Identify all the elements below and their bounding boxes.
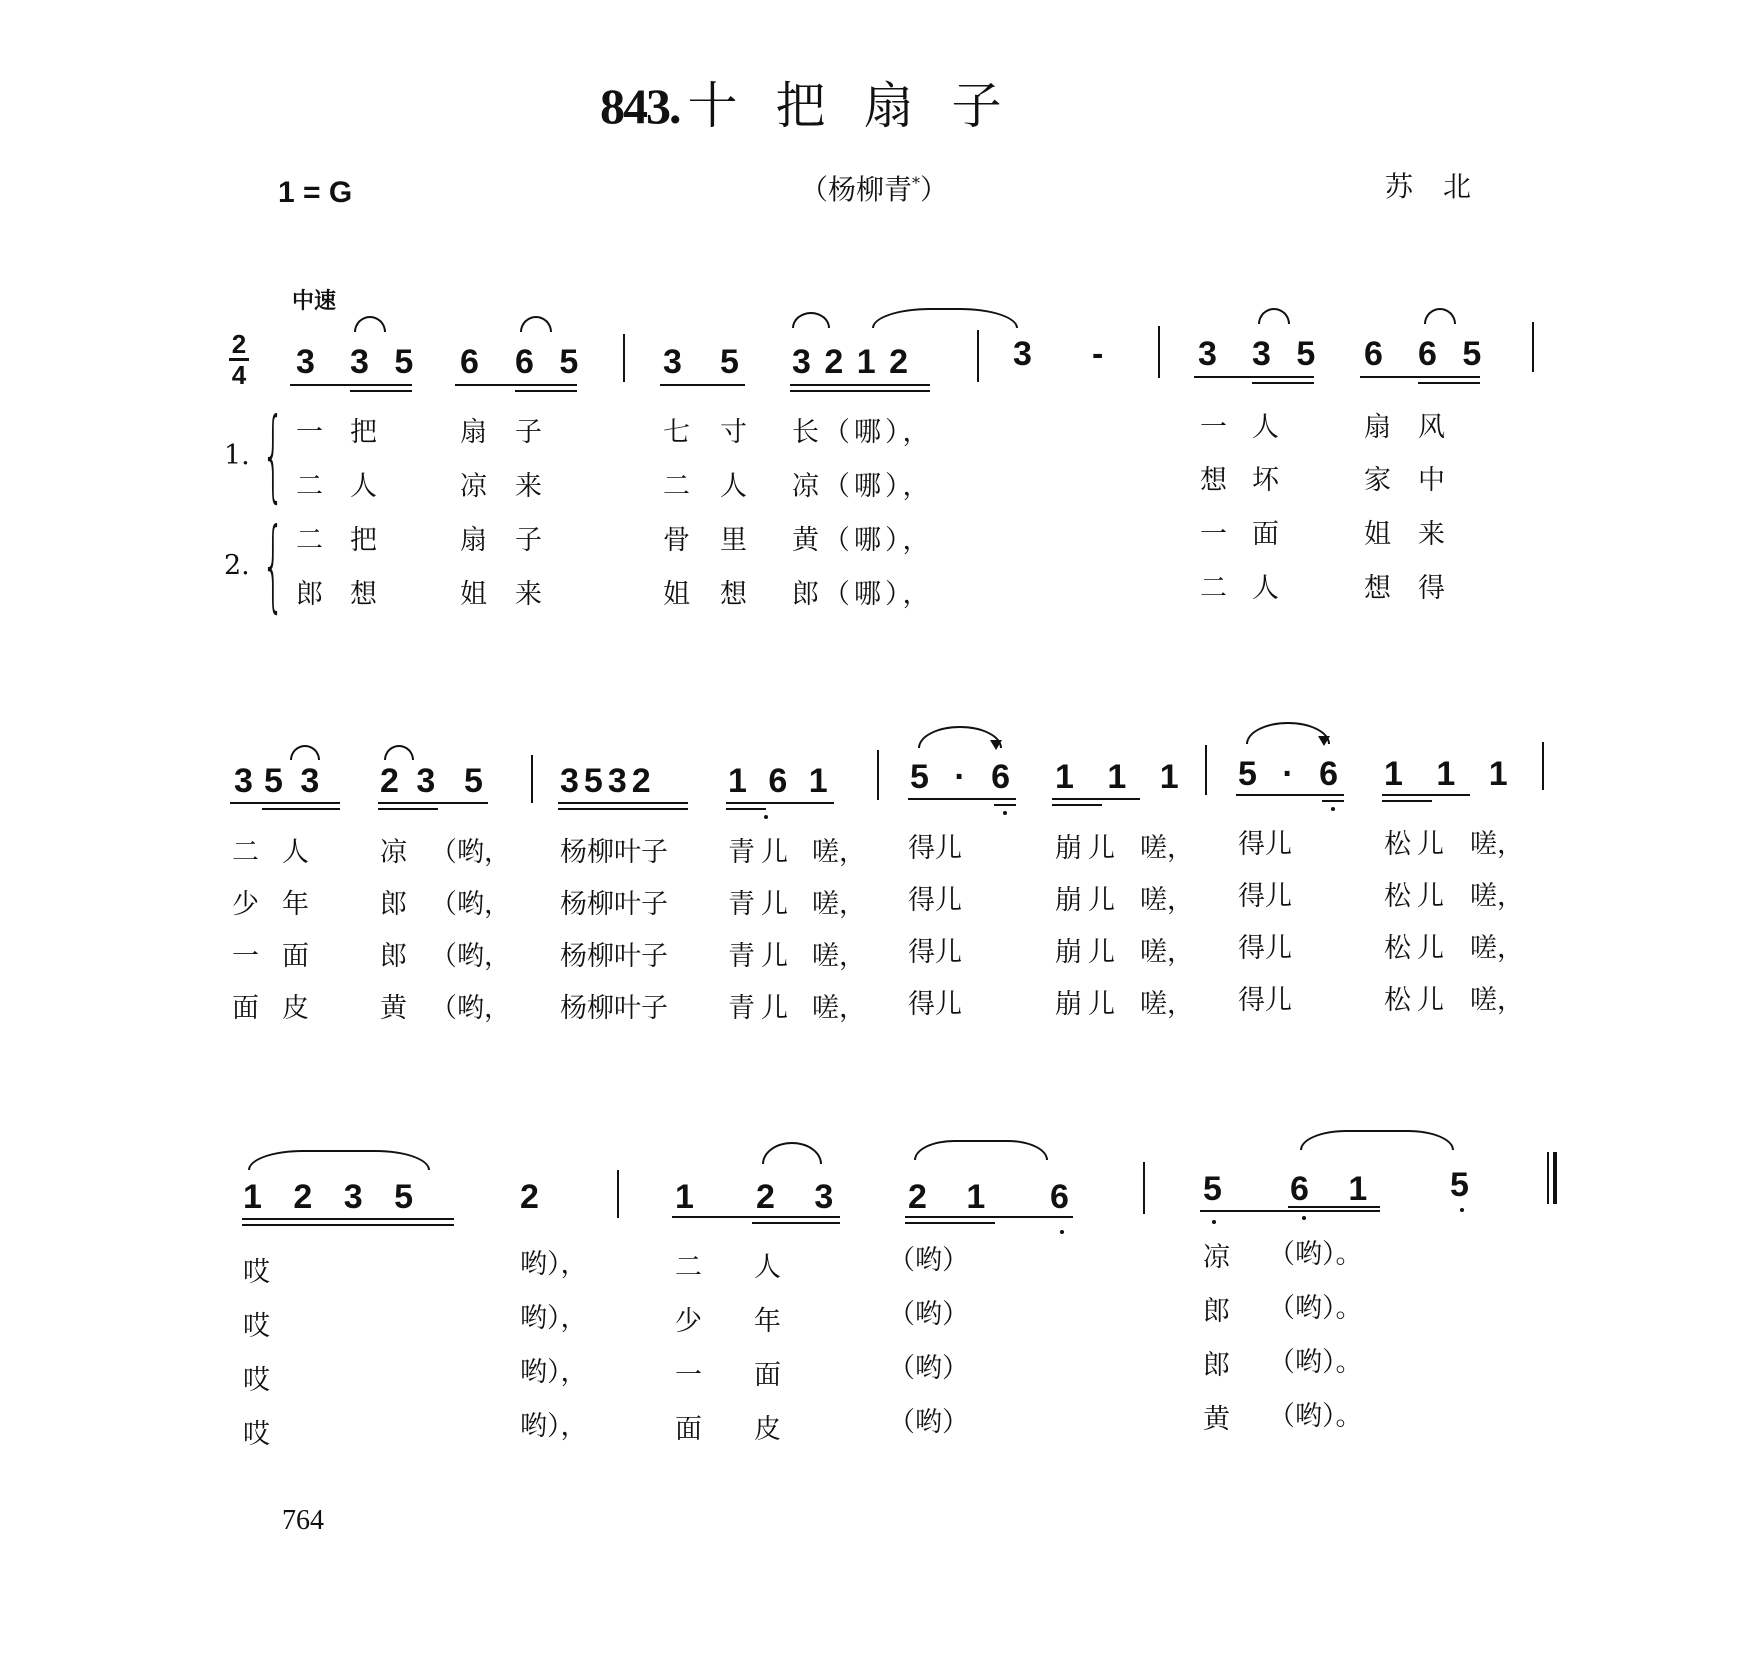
note-group: 3 xyxy=(296,343,315,381)
lyric: 青儿 xyxy=(728,889,794,920)
lyric: 凉（哪）， xyxy=(792,471,934,502)
lyric: 子 xyxy=(515,417,542,448)
beam xyxy=(455,384,577,386)
lyric: 姐 xyxy=(1364,519,1391,550)
slur xyxy=(290,745,320,760)
beam xyxy=(905,1222,995,1224)
beam xyxy=(1052,804,1102,806)
beam xyxy=(726,808,766,810)
beam xyxy=(1252,382,1314,384)
lyric: 长（哪）， xyxy=(792,417,934,448)
note: 2 xyxy=(520,1178,539,1216)
lyric: 嗟， xyxy=(812,993,866,1024)
tie xyxy=(872,308,1018,328)
beam xyxy=(1194,376,1314,378)
lyric: 嗟， xyxy=(1470,985,1524,1016)
note: 5 xyxy=(1203,1170,1222,1208)
beam xyxy=(350,390,412,392)
slur xyxy=(1300,1130,1454,1150)
note: 6 xyxy=(1050,1178,1069,1216)
note: 3 xyxy=(234,762,253,800)
lyric: 一 xyxy=(232,941,259,972)
note: 3 xyxy=(1013,335,1032,373)
tune-name-text: （杨柳青 xyxy=(800,173,913,206)
note-group: 3 2 1 2 xyxy=(792,343,910,381)
lyric: 姐 xyxy=(663,579,690,610)
beam xyxy=(378,802,488,804)
page-number: 764 xyxy=(282,1505,324,1536)
lyric: 一 xyxy=(1200,519,1227,550)
lyric: 人 xyxy=(754,1252,781,1283)
song-number: 843. xyxy=(600,78,680,134)
note-group: 2 3 xyxy=(380,762,440,800)
beam xyxy=(242,1224,454,1226)
verse-label-1: 1. xyxy=(224,440,250,471)
beam xyxy=(660,384,745,386)
glide-arrow-icon xyxy=(990,740,1002,750)
note-group: 5 xyxy=(720,343,739,381)
lyric: 人 xyxy=(350,471,377,502)
lyric: 一 xyxy=(675,1360,702,1391)
barline xyxy=(877,750,879,800)
barline xyxy=(1143,1162,1145,1214)
beam xyxy=(242,1218,454,1220)
slur xyxy=(1258,308,1290,324)
lyric: 得儿 xyxy=(1238,933,1292,964)
lyric: 二 xyxy=(296,471,323,502)
barline xyxy=(617,1170,619,1218)
note-group: 5 3 xyxy=(264,762,324,800)
beam xyxy=(752,1222,840,1224)
lyric: 想 xyxy=(1200,465,1227,496)
beam xyxy=(905,1216,1073,1218)
lyric: 人 xyxy=(1252,412,1279,443)
lyric: 坏 xyxy=(1252,465,1279,496)
lyric: 一 xyxy=(296,417,323,448)
lyric: 把 xyxy=(350,525,377,556)
note-group: 3 xyxy=(1198,335,1217,373)
barline xyxy=(1158,326,1160,378)
lyric: 得 xyxy=(1418,573,1445,604)
slur xyxy=(354,316,386,332)
low-octave-dot xyxy=(1331,807,1335,811)
lyric: 嗟， xyxy=(1140,989,1194,1020)
lyric: 家 xyxy=(1364,465,1391,496)
lyric: 哎 xyxy=(243,1257,270,1288)
lyric: 嗟， xyxy=(1470,881,1524,912)
beam xyxy=(378,808,438,810)
lyric: 杨柳叶子 xyxy=(560,889,668,920)
song-title xyxy=(600,66,1040,138)
slur xyxy=(762,1142,822,1164)
low-octave-dot xyxy=(1302,1216,1306,1220)
key-signature: 1 = G xyxy=(278,176,353,209)
barline xyxy=(977,330,979,382)
note-group: 5 · 6 xyxy=(1238,755,1347,793)
note-group: 3532 xyxy=(560,762,656,800)
beam xyxy=(1382,794,1470,796)
lyric: 得儿 xyxy=(908,833,962,864)
tune-name xyxy=(800,168,948,208)
lyric: 哎 xyxy=(243,1419,270,1450)
beam xyxy=(1382,800,1432,802)
low-octave-dot xyxy=(1212,1220,1216,1224)
lyric: 想 xyxy=(720,579,747,610)
slur xyxy=(520,316,552,332)
lyric: 郎 xyxy=(380,941,407,972)
lyric: 得儿 xyxy=(908,885,962,916)
lyric: 皮 xyxy=(754,1414,781,1445)
lyric: 松儿 xyxy=(1384,881,1450,912)
lyric: 里 xyxy=(720,525,747,556)
lyric: （哟， xyxy=(430,837,511,868)
barline xyxy=(1532,322,1534,372)
beam xyxy=(672,1216,840,1218)
region-label: 苏北 xyxy=(1385,170,1502,203)
note-group: 1 1 1 xyxy=(1384,755,1520,793)
lyric: 得儿 xyxy=(1238,985,1292,1016)
lyric: 崩儿 xyxy=(1055,937,1121,968)
lyric: 扇 xyxy=(460,417,487,448)
lyric: 嗟， xyxy=(1140,937,1194,968)
lyric: 哎 xyxy=(243,1365,270,1396)
lyric: 人 xyxy=(720,471,747,502)
beam xyxy=(1322,800,1344,802)
lyric: （哟）。 xyxy=(1268,1239,1363,1270)
note-group: 1 6 1 xyxy=(728,762,834,800)
lyric: 嗟， xyxy=(1140,833,1194,864)
lyric: 哟）， xyxy=(520,1303,588,1334)
lyric: 得儿 xyxy=(908,989,962,1020)
lyric: （哟）。 xyxy=(1268,1347,1363,1378)
note-group: 6 1 xyxy=(1290,1170,1368,1208)
lyric: 少 xyxy=(675,1306,702,1337)
low-octave-dot xyxy=(1003,811,1007,815)
lyric: 黄 xyxy=(1203,1404,1230,1435)
dash: - xyxy=(1092,335,1104,373)
lyric: 黄 xyxy=(380,993,407,1024)
lyric: 郎 xyxy=(1203,1350,1230,1381)
note: 5 xyxy=(464,762,483,800)
time-signature xyxy=(228,330,250,389)
barline xyxy=(1542,742,1544,790)
lyric: 来 xyxy=(1418,519,1445,550)
lyric: （哟） xyxy=(888,1407,969,1438)
final-barline-thick xyxy=(1553,1152,1557,1204)
lyric: 杨柳叶子 xyxy=(560,837,668,868)
note-group: 2 3 xyxy=(756,1178,834,1216)
lyric: 凉 xyxy=(460,471,487,502)
lyric: 一 xyxy=(1200,412,1227,443)
note-group: 5 · 6 xyxy=(910,758,1019,796)
note-group: 6 xyxy=(1364,335,1383,373)
lyric: （哟）。 xyxy=(1268,1293,1363,1324)
time-signature-top: 2 xyxy=(231,329,247,359)
glide-arrow-icon xyxy=(1318,736,1330,746)
low-octave-dot xyxy=(1060,1230,1064,1234)
lyric: 来 xyxy=(515,579,542,610)
beam xyxy=(515,390,577,392)
note: 1 xyxy=(675,1178,694,1216)
lyric: 松儿 xyxy=(1384,829,1450,860)
lyric: 扇 xyxy=(460,525,487,556)
lyric: 哟）， xyxy=(520,1249,588,1280)
brace: { xyxy=(262,396,285,513)
lyric: 想 xyxy=(1364,573,1391,604)
lyric: 青儿 xyxy=(728,993,794,1024)
lyric: （哟）。 xyxy=(1268,1401,1363,1432)
low-octave-dot xyxy=(1460,1208,1464,1212)
beam xyxy=(1052,798,1140,800)
lyric: 面 xyxy=(282,941,309,972)
footnote-mark: * xyxy=(912,173,921,193)
beam xyxy=(1360,376,1480,378)
lyric: 凉 xyxy=(380,837,407,868)
note-group: 3 xyxy=(663,343,682,381)
lyric: 得儿 xyxy=(1238,829,1292,860)
beam xyxy=(262,808,340,810)
brace: { xyxy=(262,506,285,623)
lyric: 年 xyxy=(282,889,309,920)
lyric: （哟， xyxy=(430,993,511,1024)
lyric: 二 xyxy=(663,471,690,502)
beam xyxy=(790,390,930,392)
beam xyxy=(230,802,340,804)
lyric: 面 xyxy=(675,1414,702,1445)
lyric: 松儿 xyxy=(1384,985,1450,1016)
lyric: 风 xyxy=(1418,412,1445,443)
lyric: （哟） xyxy=(888,1353,969,1384)
lyric: 少 xyxy=(232,889,259,920)
lyric: 杨柳叶子 xyxy=(560,941,668,972)
lyric: 人 xyxy=(1252,573,1279,604)
lyric: 七 xyxy=(663,417,690,448)
lyric: 年 xyxy=(754,1306,781,1337)
lyric: 嗟， xyxy=(1470,829,1524,860)
lyric: （哟） xyxy=(888,1299,969,1330)
lyric: 嗟， xyxy=(1140,885,1194,916)
beam xyxy=(994,804,1016,806)
lyric: 郎 xyxy=(1203,1296,1230,1327)
slur xyxy=(1424,308,1456,324)
lyric: 凉 xyxy=(1203,1242,1230,1273)
beam xyxy=(290,384,412,386)
note-group: 6 5 xyxy=(1418,335,1490,373)
slur xyxy=(384,745,414,760)
note-group: 1 2 3 5 xyxy=(243,1178,413,1216)
lyric: 中 xyxy=(1418,465,1445,496)
note: 5 xyxy=(1450,1166,1469,1204)
slur xyxy=(914,1140,1048,1160)
lyric: 郎 xyxy=(380,889,407,920)
lyric: （哟， xyxy=(430,941,511,972)
beam xyxy=(558,802,688,804)
beam xyxy=(908,798,1016,800)
note-group: 6 5 xyxy=(515,343,587,381)
note-group: 3 5 xyxy=(1252,335,1324,373)
note-group: 6 xyxy=(460,343,479,381)
lyric: 青儿 xyxy=(728,941,794,972)
lyric: 面 xyxy=(1252,519,1279,550)
lyric: 二 xyxy=(1200,573,1227,604)
barline xyxy=(531,755,533,803)
lyric: 人 xyxy=(282,837,309,868)
note-group: 3 5 xyxy=(350,343,422,381)
beam xyxy=(1418,382,1480,384)
barline xyxy=(623,334,625,382)
lyric: 青儿 xyxy=(728,837,794,868)
note-group: 2 1 xyxy=(908,1178,986,1216)
lyric: 嗟， xyxy=(812,837,866,868)
lyric: 来 xyxy=(515,471,542,502)
lyric: 嗟， xyxy=(1470,933,1524,964)
beam xyxy=(1200,1210,1380,1212)
beam xyxy=(1236,794,1344,796)
lyric: 面 xyxy=(754,1360,781,1391)
lyric: 把 xyxy=(350,417,377,448)
lyric: 二 xyxy=(232,837,259,868)
low-octave-dot xyxy=(764,815,768,819)
lyric: 姐 xyxy=(460,579,487,610)
lyric: 黄（哪）， xyxy=(792,525,934,556)
slur xyxy=(792,312,830,328)
lyric: 松儿 xyxy=(1384,933,1450,964)
song-title-text: 十把扇子 xyxy=(687,78,1040,134)
lyric: 崩儿 xyxy=(1055,989,1121,1020)
lyric: 子 xyxy=(515,525,542,556)
lyric: 骨 xyxy=(663,525,690,556)
lyric: 得儿 xyxy=(908,937,962,968)
lyric: 郎 xyxy=(296,579,323,610)
beam xyxy=(790,384,930,386)
lyric: 扇 xyxy=(1364,412,1391,443)
lyric: 崩儿 xyxy=(1055,885,1121,916)
lyric: 嗟， xyxy=(812,889,866,920)
lyric: 郎（哪）， xyxy=(792,579,934,610)
lyric: 嗟， xyxy=(812,941,866,972)
lyric: 皮 xyxy=(282,993,309,1024)
tune-name-close: ） xyxy=(920,173,949,206)
time-signature-bottom: 4 xyxy=(231,360,247,390)
lyric: 崩儿 xyxy=(1055,833,1121,864)
lyric: （哟） xyxy=(888,1245,969,1276)
lyric: 哟）， xyxy=(520,1411,588,1442)
lyric: 二 xyxy=(675,1252,702,1283)
final-barline-thin xyxy=(1547,1152,1549,1204)
lyric: 得儿 xyxy=(1238,881,1292,912)
beam xyxy=(726,802,834,804)
lyric: 二 xyxy=(296,525,323,556)
lyric: 哟）， xyxy=(520,1357,588,1388)
lyric: （哟， xyxy=(430,889,511,920)
lyric: 寸 xyxy=(720,417,747,448)
slur xyxy=(248,1150,430,1170)
lyric: 杨柳叶子 xyxy=(560,993,668,1024)
lyric: 面 xyxy=(232,993,259,1024)
beam xyxy=(558,808,688,810)
beam xyxy=(1288,1206,1380,1208)
verse-label-2: 2. xyxy=(224,550,250,581)
note-group: 1 1 1 xyxy=(1055,758,1191,796)
tempo-marking: 中速 xyxy=(292,288,337,314)
barline xyxy=(1205,745,1207,795)
lyric: 想 xyxy=(350,579,377,610)
lyric: 哎 xyxy=(243,1311,270,1342)
